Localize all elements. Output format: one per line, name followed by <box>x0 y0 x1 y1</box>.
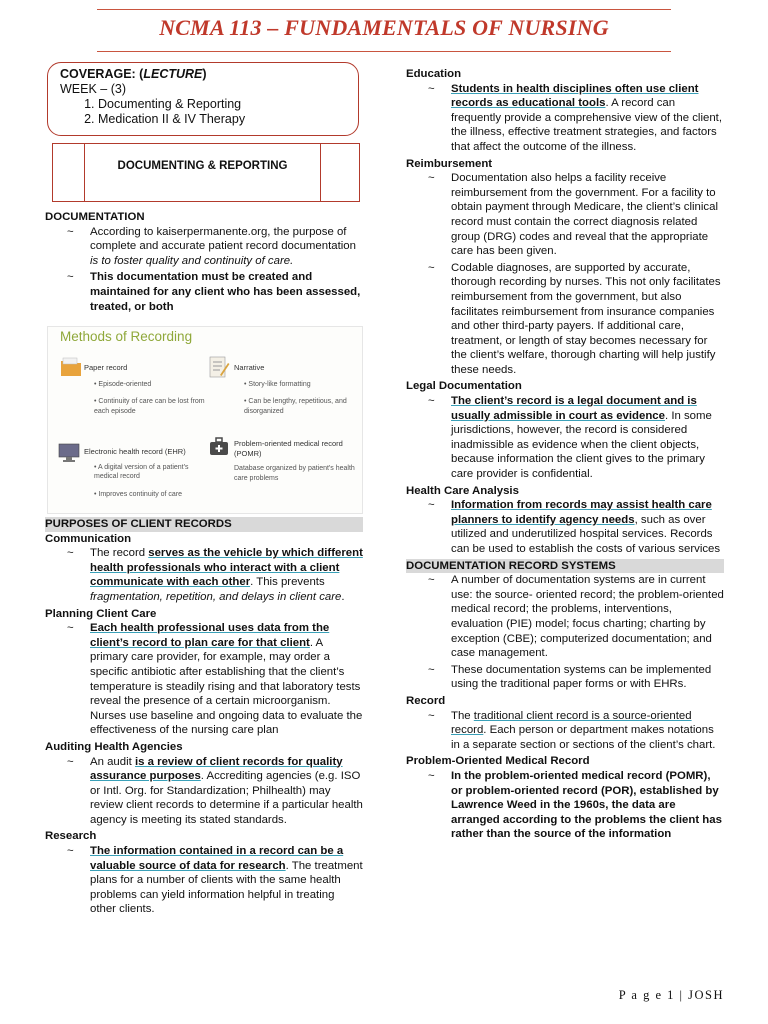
paper-record-card: Paper record • Episode-oriented • Continuity of care can be lost from each episode <box>84 363 205 415</box>
coverage-box <box>47 62 359 136</box>
section-heading: DOCUMENTATION <box>45 211 145 223</box>
page-title: NCMA 113 – FUNDAMENTALS OF NURSING <box>159 15 609 40</box>
pomr-card: Problem-oriented medical record (POMR) Database organized by patient's health care problems <box>234 439 355 482</box>
list-item: ~ In the problem-oriented medical record (POMR), or problem-oriented record (POR), established by Lawrence Weed in the 1960s, the data are arranged according to the problems the client has rather than the source of the information <box>428 769 722 841</box>
subheading: Education <box>406 68 462 80</box>
list-item: ~ Each health professional uses data from the client’s record to plan care for that client. A primary care provider, for example, may order a specific antibiotic after establishing that the client’s temperature is steadily rising and that laboratory tests reveal the presence of a certain microorganism. Nurses use baseline and ongoing data to evaluate the effectiveness of the nursing care plan <box>67 622 363 737</box>
subheading: Communication <box>45 532 132 545</box>
coverage-item: 2. Medication II & IV Therapy <box>98 112 346 127</box>
list-item: ~ Students in health disciplines often use client records as educational tools. A record can frequently provide a comprehensive view of the client, the illness, effective treatment strategies, and factors that affect the outcome of the illness. <box>428 82 722 153</box>
subheading: Legal Documentation <box>406 380 522 393</box>
left-column-top <box>45 210 363 316</box>
subheading: Planning Client Care <box>45 607 157 620</box>
section-bar: DOCUMENTATION RECORD SYSTEMS <box>406 559 724 574</box>
list-item: ~ The client’s record is a legal document and is usually admissible in court as evidence. In some jurisdictions, however, the record is considered inadmissible as evidence when the client objects, because information the client gives to the primary care provider is confidential. <box>428 395 712 481</box>
computer-monitor-icon <box>58 443 80 463</box>
folder-icon <box>60 357 82 377</box>
subheading: Record <box>406 694 446 707</box>
coverage-heading: COVERAGE: (LECTURE) <box>60 67 207 81</box>
coverage-week: WEEK – (3) <box>60 82 126 96</box>
section-title-box <box>52 143 360 202</box>
list-item: ~ An audit is a review of client records for quality assurance purposes. Accrediting agencies (e.g. ISO or Intl. Org. for Standardization; Philhealth) may review client records to determine if a particular health agency is meeting its stated standards. <box>67 755 363 826</box>
coverage-list <box>60 97 346 127</box>
subheading: Problem-Oriented Medical Record <box>406 755 590 768</box>
list-item: ~ Information from records may assist health care planners to identify agency needs, such as over utilized and underutilized hospital services. Records can be used to establish the costs of various services <box>428 499 721 555</box>
ehr-card: Electronic health record (EHR) • A digital version of a patient's medical record • Improves continuity of care <box>84 447 189 498</box>
left-column-bottom <box>45 517 363 919</box>
section-title: DOCUMENTING & REPORTING <box>117 160 288 172</box>
list-item: ~ The record serves as the vehicle by which different health professionals who interact with a client communicate with each other. This prevents fragmentation, repetition, and delays in client care. <box>67 547 363 603</box>
subheading: Auditing Health Agencies <box>45 740 183 753</box>
page-footer: P a g e 1 | JOSH <box>618 988 724 1002</box>
medical-bag-icon <box>208 435 230 457</box>
section-bar: PURPOSES OF CLIENT RECORDS <box>45 517 363 532</box>
right-column <box>406 67 724 844</box>
subheading: Health Care Analysis <box>406 484 519 497</box>
list-item: ~ Documentation also helps a facility receive reimbursement from the government. For a facility to obtain payment through Medicare, the client’s clinical record must contain the correct diagnosis related group (DRG) codes and reveal that the appropriate care has been given. <box>428 172 718 258</box>
list-item: ~ Codable diagnoses, are supported by accurate, thorough recording by nurses. This not only facilitates reimbursement from the government, but also facilitates reimbursement from insurance companies and other third-party payers. If additional care, treatment, or length of stay becomes necessary for the client’s welfare, thorough charting will help justify these needs. <box>428 261 721 376</box>
figure-title: Methods of Recording <box>60 329 193 344</box>
list-item: ~ According to kaiserpermanente.org, the purpose of complete and accurate patient record documentation is to foster quality and continuity of care. <box>67 225 356 267</box>
list-item: ~ A number of documentation systems are in current use: the source- oriented record; the problem-oriented medical record; the problems, interventions, evaluation (PIE) model; focus charting; charting by exception (CBE); computerized documentation; and case management. <box>428 574 724 660</box>
document-pencil-icon <box>208 355 230 379</box>
methods-of-recording-figure <box>47 326 363 514</box>
header-rule-top <box>97 9 671 10</box>
list-item: ~ This documentation must be created and maintained for any client who has been assessed, treated, or both <box>67 271 361 313</box>
list-item: ~ These documentation systems can be implemented using the traditional paper forms or with EHRs. <box>428 663 712 691</box>
coverage-item: 1. Documenting & Reporting <box>98 97 346 112</box>
list-item: ~ The information contained in a record can be a valuable source of data for research. The treatment plans for a number of clients with the same health problems can yield information helpful in treating other clients. <box>67 845 363 916</box>
subheading: Reimbursement <box>406 157 493 170</box>
narrative-card: Narrative • Story-like formatting • Can be lengthy, repetitious, and disorganized <box>234 363 347 415</box>
list-item: ~ The traditional client record is a source-oriented record. Each person or department makes notations in a separate section or sections of the client’s chart. <box>428 709 716 751</box>
subheading: Research <box>45 830 97 843</box>
header-rule-bottom <box>97 51 671 52</box>
